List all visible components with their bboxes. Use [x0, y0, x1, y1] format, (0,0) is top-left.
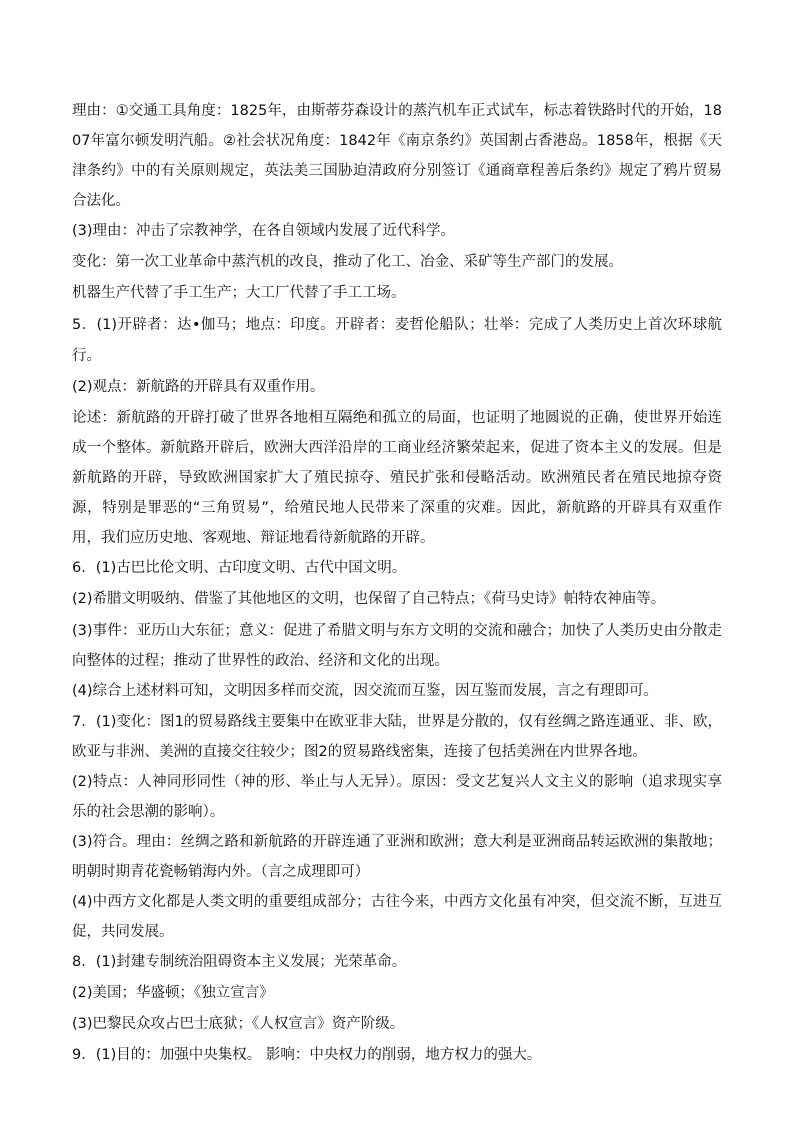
q6-1: 6．(1)古巴比伦文明、古印度文明、古代中国文明。 [72, 560, 407, 577]
q8-1: 8．(1)封建专制统治阻碍资本主义发展；光荣革命。 [72, 953, 407, 970]
q6-3: (3)事件：亚历山大东征；意义：促进了希腊文明与东方文明的交流和融合；加快了人类历史由分散走向整体的过程；推动了世界性的政治、经济和文化的出现。 [72, 622, 722, 669]
q4-3-reason: (3)理由：冲击了宗教神学，在各自领域内发展了近代科学。 [72, 223, 456, 239]
q5-2-argument: 论述：新航路的开辟打破了世界各地相互隔绝和孤立的局面，也证明了地圆说的正确，使世界开始连成一个整体。新航路开辟后，欧洲大西洋沿岸的工商业经济繁荣起来，促进了资本主义的发展。但是新航路的开辟，导致欧洲国家扩大了殖民掠夺、殖民扩张和侵略活动。欧洲殖民者在殖民地掠夺资源，特别是罪恶的“三角贸易”，给殖民地人民带来了深重的灾难。因此，新航路的开辟具有双重作用，我们应历史地、客观地、辩证地看待新航路的开辟。 [72, 410, 722, 547]
q8-3: (3)巴黎民众攻占巴士底狱；《人权宣言》资产阶级。 [72, 1016, 405, 1033]
answer-content [72, 96, 722, 1072]
q5-2-view: (2)观点：新航路的开辟具有双重作用。 [72, 379, 325, 396]
q6-2: (2)希腊文明吸纳、借鉴了其他地区的文明，也保留了自己特点；《荷马史诗》帕特农神庙等。 [72, 591, 666, 608]
q5-1: 5．(1)开辟者：达•伽马；地点：印度。开辟者：麦哲伦船队；壮举：完成了人类历史上首次环球航行。 [72, 316, 722, 364]
q8-2: (2)美国；华盛顿；《独立宣言》 [72, 985, 274, 1002]
q7-3: (3)符合。理由：丝绸之路和新航路的开辟连通了亚洲和欧洲；意大利是亚洲商品转运欧洲的集散地；明朝时期青花瓷畅销海内外。（言之成理即可） [72, 833, 722, 880]
q4-3-machine: 机器生产代替了手工生产；大工厂代替了手工工场。 [72, 285, 406, 302]
q7-4: (4)中西方文化都是人类文明的重要组成部分；古往今来，中西方文化虽有冲突，但交流不断，互进互促，共同发展。 [72, 893, 722, 940]
q7-2: (2)特点：人神同形同性（神的形、举止与人无异）。原因：受文艺复兴人文主义的影响（追求现实享乐的社会思潮的影响）。 [72, 773, 722, 820]
reason-transport-social: 理由：①交通工具角度：1825年，由斯蒂芬森设计的蒸汽机车正式试车，标志着铁路时代的开始，1807年富尔顿发明汽船。②社会状况角度：1842年《南京条约》英国割占香港岛。1858年，根据《天津条约》中的有关原则规定，英法美三国胁迫清政府分别签订《通商章程善后条约》规定了鸦片贸易合法化。 [72, 103, 722, 209]
q4-3-change: 变化：第一次工业革命中蒸汽机的改良，推动了化工、冶金、采矿等生产部门的发展。 [72, 254, 623, 271]
q9-1: 9．(1)目的：加强中央集权。 影响：中央权力的削弱，地方权力的强大。 [72, 1047, 542, 1064]
q6-4: (4)综合上述材料可知，文明因多样而交流，因交流而互鉴，因互鉴而发展，言之有理即可。 [72, 682, 659, 699]
q7-1: 7．(1)变化：图1的贸易路线主要集中在欧亚非大陆，世界是分散的，仅有丝绸之路连通亚、非、欧，欧亚与非洲、美洲的直接交往较少；图2的贸易路线密集，连接了包括美洲在内世界各地。 [72, 713, 722, 760]
